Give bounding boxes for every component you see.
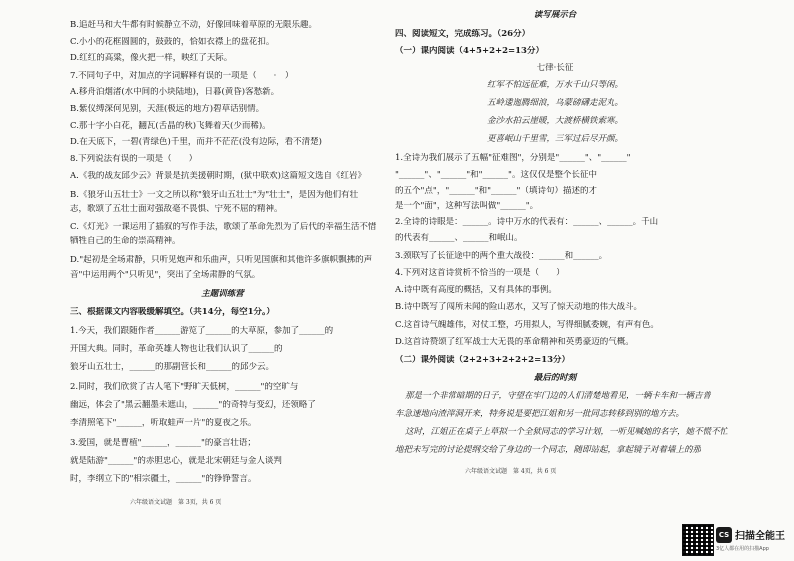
poem-line: 金沙水拍云崖暖，大渡桥横铁索寒。 <box>486 116 623 126</box>
left-line: 音"中运用两个"只听见"，突出了全场肃静的气氛。 <box>70 270 261 280</box>
left-line: 7.不同句子中，对加点的字词解释有误的一项是（ · ） <box>70 71 294 81</box>
left-line: 就是陆游"______"的赤胆忠心，就是北宋朝廷与金人谈判 <box>70 456 282 466</box>
right-line: B.诗中既写了闯所未闻的险山恶水，又写了惊天动地的伟大战斗。 <box>395 302 642 312</box>
right-line: 1.全诗为我们展示了五幅"征难图"，分别是"______"、"______" <box>395 153 631 163</box>
page-footer: 六年级语文试题 第 4页，共 6 页 <box>465 468 557 475</box>
scanner-tagline: 3亿人都在用的扫描App <box>716 546 769 552</box>
left-line: C.小小的花框圆圆的，鼓鼓的，恰如衣襟上的盘花扣。 <box>70 37 275 47</box>
left-line: 幽远，体会了"黑云翻墨未遮山，______"的奇特与变幻，还领略了 <box>70 400 316 410</box>
left-line: D.红红的高粱，像火把一样，映红了天际。 <box>70 53 233 63</box>
left-line: B.《狼牙山五壮士》一文之所以称"狼牙山五壮士"为"壮士"，是因为他们有壮 <box>70 190 359 200</box>
section-heading: 三、根据课文内容吸缓解填空。（共14分，每空1分。） <box>70 307 275 317</box>
poem-line: 红军不怕远征难，万水千山只等闲。 <box>486 80 623 90</box>
section-title: 主题训练营 <box>201 289 244 299</box>
left-line: B.紫仪缚深何见别，天涯(极远的地方)碧草话别情。 <box>70 104 265 114</box>
scanner-watermark <box>682 524 794 561</box>
right-line: 2.全诗的诗眼是：______。诗中万水的代表有：______、______。千山 <box>395 217 659 227</box>
poem-line: 更喜岷山千里雪，三军过后尽开颜。 <box>486 134 623 144</box>
left-line: 8.下列说法有误的一项是（ ） <box>70 154 198 164</box>
left-line: 时，李纲立下的"相宗疆土，______"的铮铮誓言。 <box>70 474 257 484</box>
section-title: 读写展示台 <box>533 10 577 20</box>
right-line: 4.下列对这首诗赏析不恰当的一项是（ ） <box>395 268 565 278</box>
left-line: C.《灯光》一课运用了插叙的写作手法，歌颂了革命先烈为了后代的幸福生活不惜 <box>70 222 377 232</box>
left-column <box>70 0 375 561</box>
left-line: 3.爱国，就是曹植"______，______"的豪言壮语； <box>70 438 256 448</box>
story-line: 地把未写完的讨论提纲交给了身边的一个同志，随即站起，拿起镜子对着墙上的那 <box>395 445 702 455</box>
story-line: 那是一个非常暗期的日子，守望在牢门边的人们清楚地看见，一辆卡车和一辆吉普 <box>405 391 712 401</box>
right-line: 3.颈联写了长征途中的两个重大战役：______和______。 <box>395 251 608 261</box>
left-line: 狼牙山五壮士，______的那副营长和______的邱少云。 <box>70 362 275 372</box>
left-line: 牺牲自己的生命的崇高精神。 <box>70 236 181 246</box>
right-line: 的五个"点"，"______"和"______"（填诗句）描述的才 <box>395 186 597 196</box>
left-line: 李清照笔下"______，听取蛙声一片"的夏夜之乐。 <box>70 418 257 428</box>
left-line: A.移舟泊烟渚(水中间的小块陆地)，日暮(黄昏)客愁新。 <box>70 87 280 97</box>
qr-code-icon <box>682 524 714 556</box>
left-line: 开国大典。同时，革命英雄人物也让我们认识了______的 <box>70 344 283 354</box>
scanner-brand: 扫描全能王 <box>735 531 785 542</box>
left-line: D."起初是全场肃静，只听见炮声和乐曲声，只听见国旗和其他许多旗帜飘拂的声 <box>70 255 373 265</box>
page-footer: 六年级语文试题 第 3页，共 6 页 <box>130 499 222 506</box>
left-line: 2.同时，我们欣赏了古人笔下"野旷天低树，______"的空旷与 <box>70 382 299 392</box>
right-line: A.诗中既有高度的概括，又有具体的事例。 <box>395 285 557 295</box>
sub-heading: （二）课外阅读（2+2+3+2+2+2=13分） <box>395 355 571 365</box>
left-line: 1.今天，我们跟随作者______游览了______的大草原，参加了______的 <box>70 326 334 336</box>
left-line: 志，歌颂了五壮士面对强敌毫不畏惧、宁死不屈的精神。 <box>70 204 283 214</box>
left-line: A.《我的战友邱少云》背景是抗美援朝时期，(狱中联欢)这篇短文选自《红岩》 <box>70 171 366 181</box>
right-line: C.这首诗气魄雄伟，对仗工整，巧用拟人，写得细腻委婉，有声有色。 <box>395 320 659 330</box>
right-line: "______"、"______"和"______"。这仅仅是整个长征中 <box>395 170 597 180</box>
poem-title: 七律·长征 <box>536 63 574 73</box>
story-title: 最后的时刻 <box>533 373 577 383</box>
section-heading: 四、阅读短文，完成练习。（26分） <box>395 29 531 39</box>
poem-line: 五岭逶迤腾细浪，乌蒙磅礴走泥丸。 <box>486 98 623 108</box>
story-line: 车急速地向渣滓洞开来，特务说是要把江姐和另一批同志转移到别的地方去。 <box>395 409 685 419</box>
story-line: 这时，江姐正在桌子上草拟一个全狱同志的学习计划，一听见喊她的名字，她不慌不忙 <box>405 427 729 437</box>
camscanner-logo-icon: CS <box>716 527 732 543</box>
left-line: B.追赶马和大牛都有时候静立不动，好像回味着草原的无限乐趣。 <box>70 20 317 30</box>
right-line: 的代表有______、______和岷山。 <box>395 233 523 243</box>
sub-heading: （一）课内阅读（4+5+2+2=13分） <box>395 46 544 56</box>
right-line: D.这首诗赞颂了红军战士大无畏的革命精神和英勇豪迈的气概。 <box>395 337 634 347</box>
left-line: C.那十字小白花，翻瓦(舌晶的秋)飞舞着天(少而稀)。 <box>70 121 271 131</box>
left-line: D.在天底下，一碧(青绿色)千里，而并不茫茫(没有边际，看不清楚) <box>70 137 322 147</box>
right-line: 是一个"面"，这种写法叫做"______"。 <box>395 201 539 211</box>
